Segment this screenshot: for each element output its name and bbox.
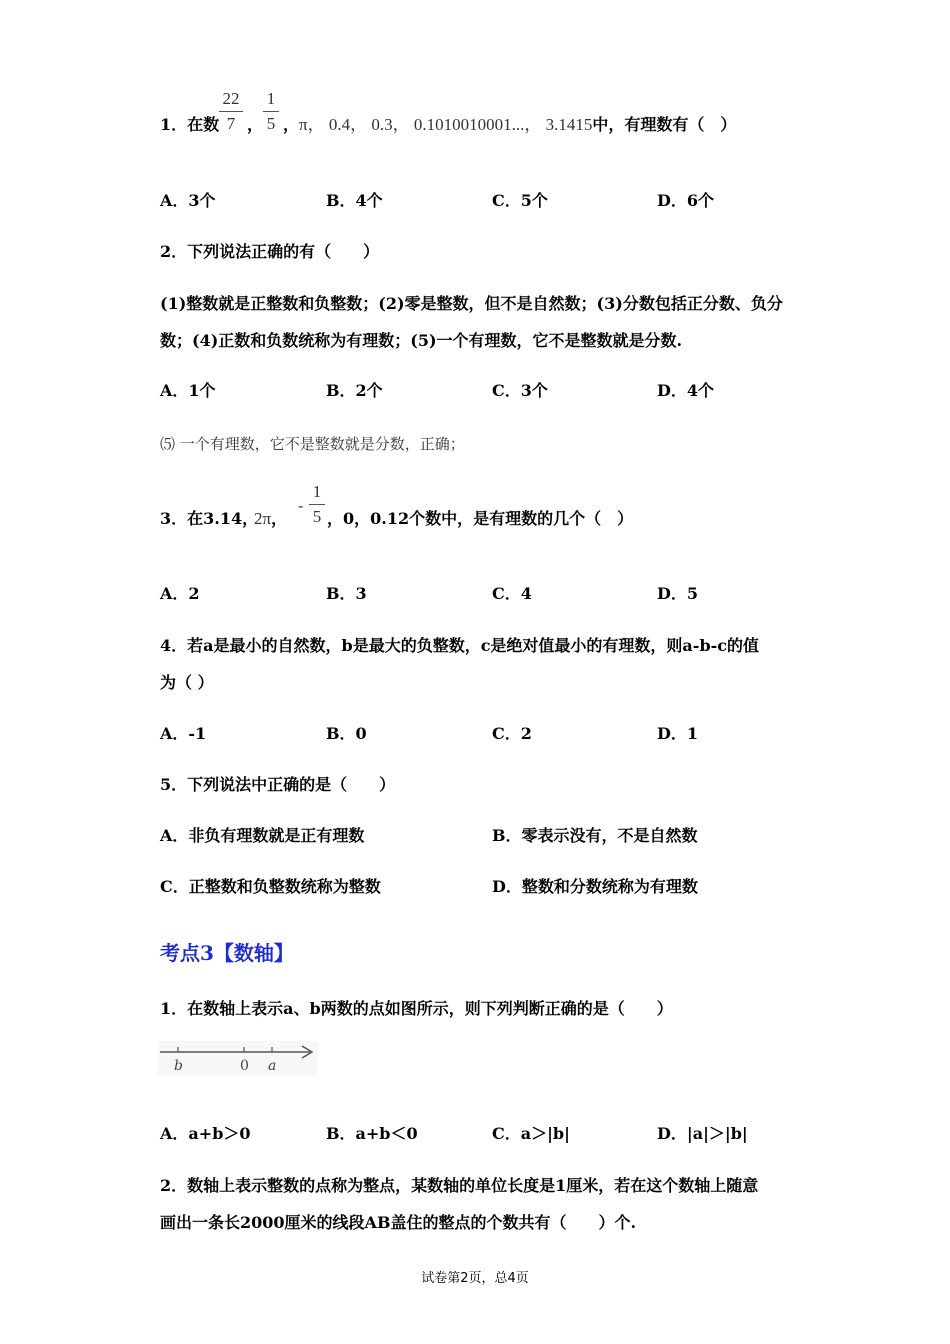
q3-option-b[interactable]: B．3: [326, 584, 367, 603]
s3-q1-option-a[interactable]: A．a+b＞0: [160, 1124, 251, 1143]
q2-option-d[interactable]: D．4个: [657, 381, 715, 400]
q2-body-line1: (1)整数就是正整数和负整数；(2)零是整数，但不是自然数；(3)分数包括正分数、负分: [160, 294, 783, 313]
s3-q1-option-d[interactable]: D．|a|＞|b|: [657, 1124, 748, 1143]
q1-option-a[interactable]: A．3个: [160, 191, 216, 210]
s3-q1-stem: 1．在数轴上表示a、b两数的点如图所示，则下列判断正确的是（ ）: [160, 999, 673, 1018]
q3-suffix: ，0，0.12个数中，是有理数的几个（ ）: [327, 509, 634, 528]
s3-q2-line2: 画出一条长2000厘米的线段AB盖住的整点的个数共有（ ）个.: [160, 1213, 637, 1232]
q2-option-b[interactable]: B．2个: [326, 381, 383, 400]
q3-option-a[interactable]: A．2: [160, 584, 200, 603]
q5-option-c[interactable]: C．正整数和负整数统称为整数: [160, 877, 381, 896]
section3-heading: 考点3【数轴】: [160, 941, 294, 965]
s3-q2-line1: 2．数轴上表示整数的点称为整点，某数轴的单位长度是1厘米，若在这个数轴上随意: [160, 1176, 759, 1195]
q1-option-b[interactable]: B．4个: [326, 191, 383, 210]
q1-prefix: 1．在数: [160, 115, 220, 134]
s3-q1-option-c[interactable]: C．a＞|b|: [492, 1124, 570, 1143]
axis-label-b: b: [174, 1058, 183, 1074]
q4-option-a[interactable]: A．-1: [160, 724, 207, 743]
q3-option-c[interactable]: C．4: [492, 584, 532, 603]
q2-note: ⑸ 一个有理数，它不是整数就是分数，正确；: [160, 435, 465, 453]
q3-prefix: 3．在3.14，: [160, 509, 259, 528]
q2-option-c[interactable]: C．3个: [492, 381, 548, 400]
q1-fraction-22-7: 22 7: [219, 89, 243, 134]
q5-stem: 5．下列说法中正确的是（ ）: [160, 775, 396, 794]
q4-option-b[interactable]: B．0: [326, 724, 367, 743]
q2-body-line2: 数；(4)正数和负数统称为有理数；(5)一个有理数，它不是整数就是分数.: [160, 331, 683, 350]
axis-label-a: a: [268, 1058, 277, 1074]
q1-values: ，π， 0.4， 0.3， 0.1010010001...， 3.1415中，有理数有（ ）: [283, 115, 737, 134]
q4-option-d[interactable]: D．1: [657, 724, 699, 743]
q4-option-c[interactable]: C．2: [492, 724, 532, 743]
q1-sep1: ，: [247, 115, 264, 134]
q4-line2: 为（ ）: [160, 673, 214, 692]
q4-line1: 4．若a是最小的自然数，b是最大的负整数，c是绝对值最小的有理数，则a-b-c的值: [160, 636, 760, 655]
q5-option-a[interactable]: A．非负有理数就是正有理数: [160, 826, 365, 845]
q3-fraction-1-5: 1 5: [309, 482, 325, 527]
number-line-figure: [158, 1041, 318, 1075]
q1-option-d[interactable]: D．6个: [657, 191, 715, 210]
q3-minus: -: [298, 496, 304, 515]
q2-option-a[interactable]: A．1个: [160, 381, 216, 400]
q1-option-c[interactable]: C．5个: [492, 191, 548, 210]
q3-option-d[interactable]: D．5: [657, 584, 699, 603]
page-footer: 试卷第2页，总4页: [421, 1271, 529, 1286]
q5-option-b[interactable]: B．零表示没有，不是自然数: [492, 826, 698, 845]
q1-fraction-1-5: 1 5: [263, 89, 279, 134]
q2-stem: 2．下列说法正确的有（ ）: [160, 242, 380, 261]
q5-option-d[interactable]: D．整数和分数统称为有理数: [492, 877, 698, 896]
q3-twopi: 2π，: [254, 509, 288, 528]
axis-label-0: 0: [240, 1058, 249, 1074]
s3-q1-option-b[interactable]: B．a+b＜0: [326, 1124, 418, 1143]
